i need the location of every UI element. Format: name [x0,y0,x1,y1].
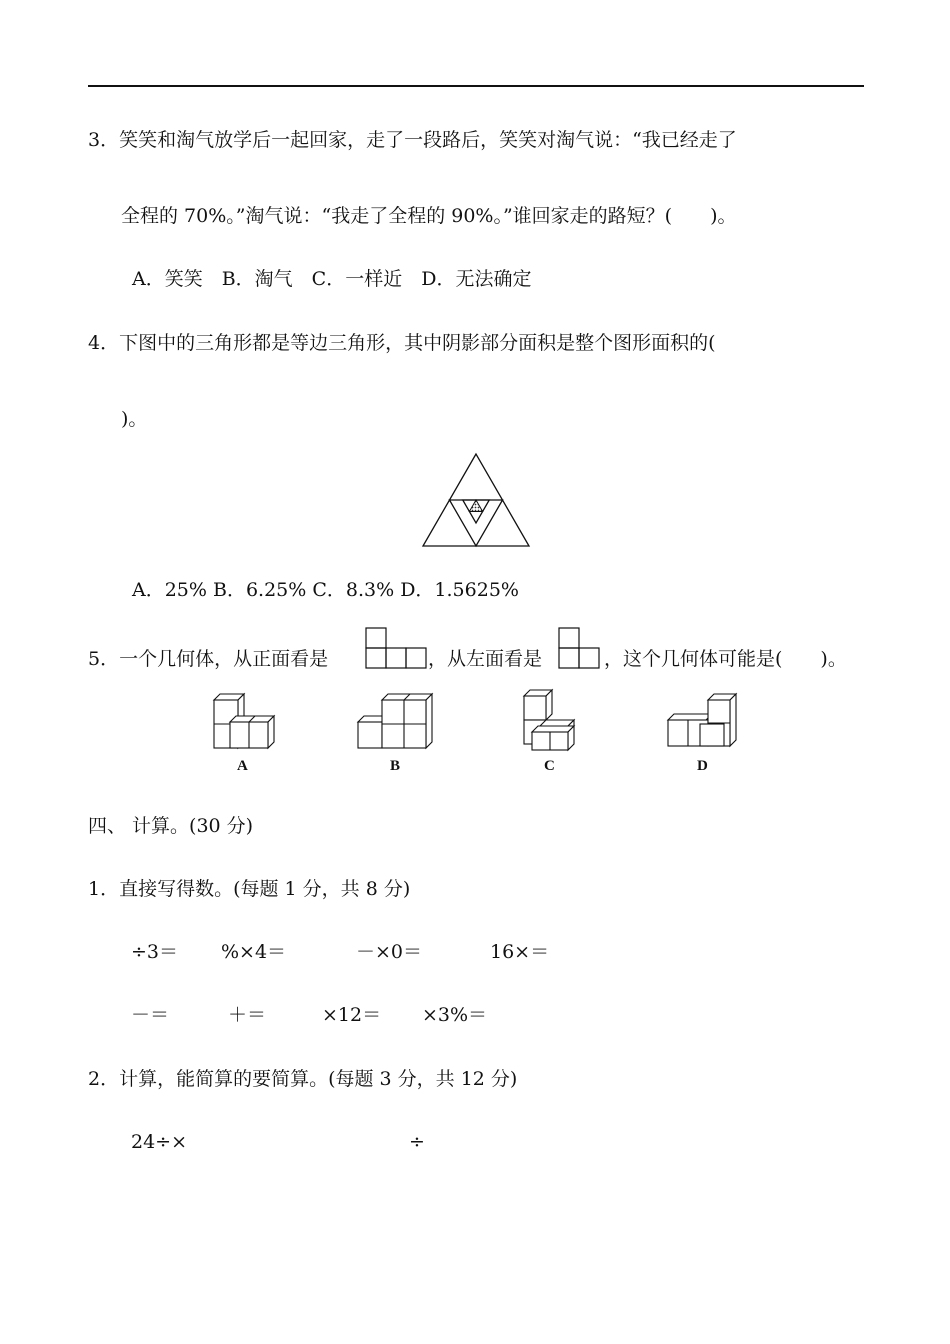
q5-prefix: 5．一个几何体，从正面看是 [88,648,329,670]
cube-figure-d [664,690,740,750]
q3-options: A．笑笑 B．淘气 C．一样近 D．无法确定 [132,268,532,290]
q3-line2: 全程的 70%。”淘气说：“我走了全程的 90%。”谁回家走的路短？( )。 [121,205,737,227]
calc1-row2-item2: ＋＝ [228,1004,267,1026]
triangle-figure [420,452,532,548]
calc2-item1: 24÷× [131,1131,188,1153]
calc1-row2-item1: －＝ [131,1004,170,1026]
calc1-row1-item1: ÷3＝ [131,941,179,963]
q5-suffix: ，这个几何体可能是( )。 [604,648,847,670]
label-b: B [390,758,401,774]
q4-line2: )。 [121,408,148,430]
calc2-title: 2．计算，能简算的要简算。(每题 3 分，共 12 分) [88,1068,518,1090]
calc1-title: 1．直接写得数。(每题 1 分，共 8 分) [88,878,411,900]
calc2-item2: ÷ [409,1131,425,1153]
front-view-icon [365,626,427,670]
calc1-row2-item3: ×12＝ [322,1004,382,1026]
calc1-row1-item2: %×4＝ [221,941,287,963]
calc1-row2-item4: ×3%＝ [422,1004,488,1026]
q4-line1: 4．下图中的三角形都是等边三角形，其中阴影部分面积是整个图形面积的( [88,332,716,354]
label-c: C [544,758,555,774]
cube-figure-a [208,690,278,750]
cube-figure-b [352,690,436,750]
calc1-row1-item3: －×0＝ [356,941,423,963]
q5-middle: ，从左面看是 [428,648,543,670]
label-a: A [237,758,248,774]
header-rule [88,85,864,87]
calc1-row1-item4: 16×＝ [490,941,550,963]
shaded-triangle [469,500,482,512]
q3-line1: 3．笑笑和淘气放学后一起回家，走了一段路后，笑笑对淘气说：“我已经走了 [88,129,737,151]
q4-options: A．25% B．6.25% C．8.3% D．1.5625% [132,579,519,601]
label-d: D [697,758,708,774]
cube-figure-c [518,686,580,754]
left-view-icon [558,626,602,670]
section4-title: 四、 计算。(30 分) [88,815,254,837]
